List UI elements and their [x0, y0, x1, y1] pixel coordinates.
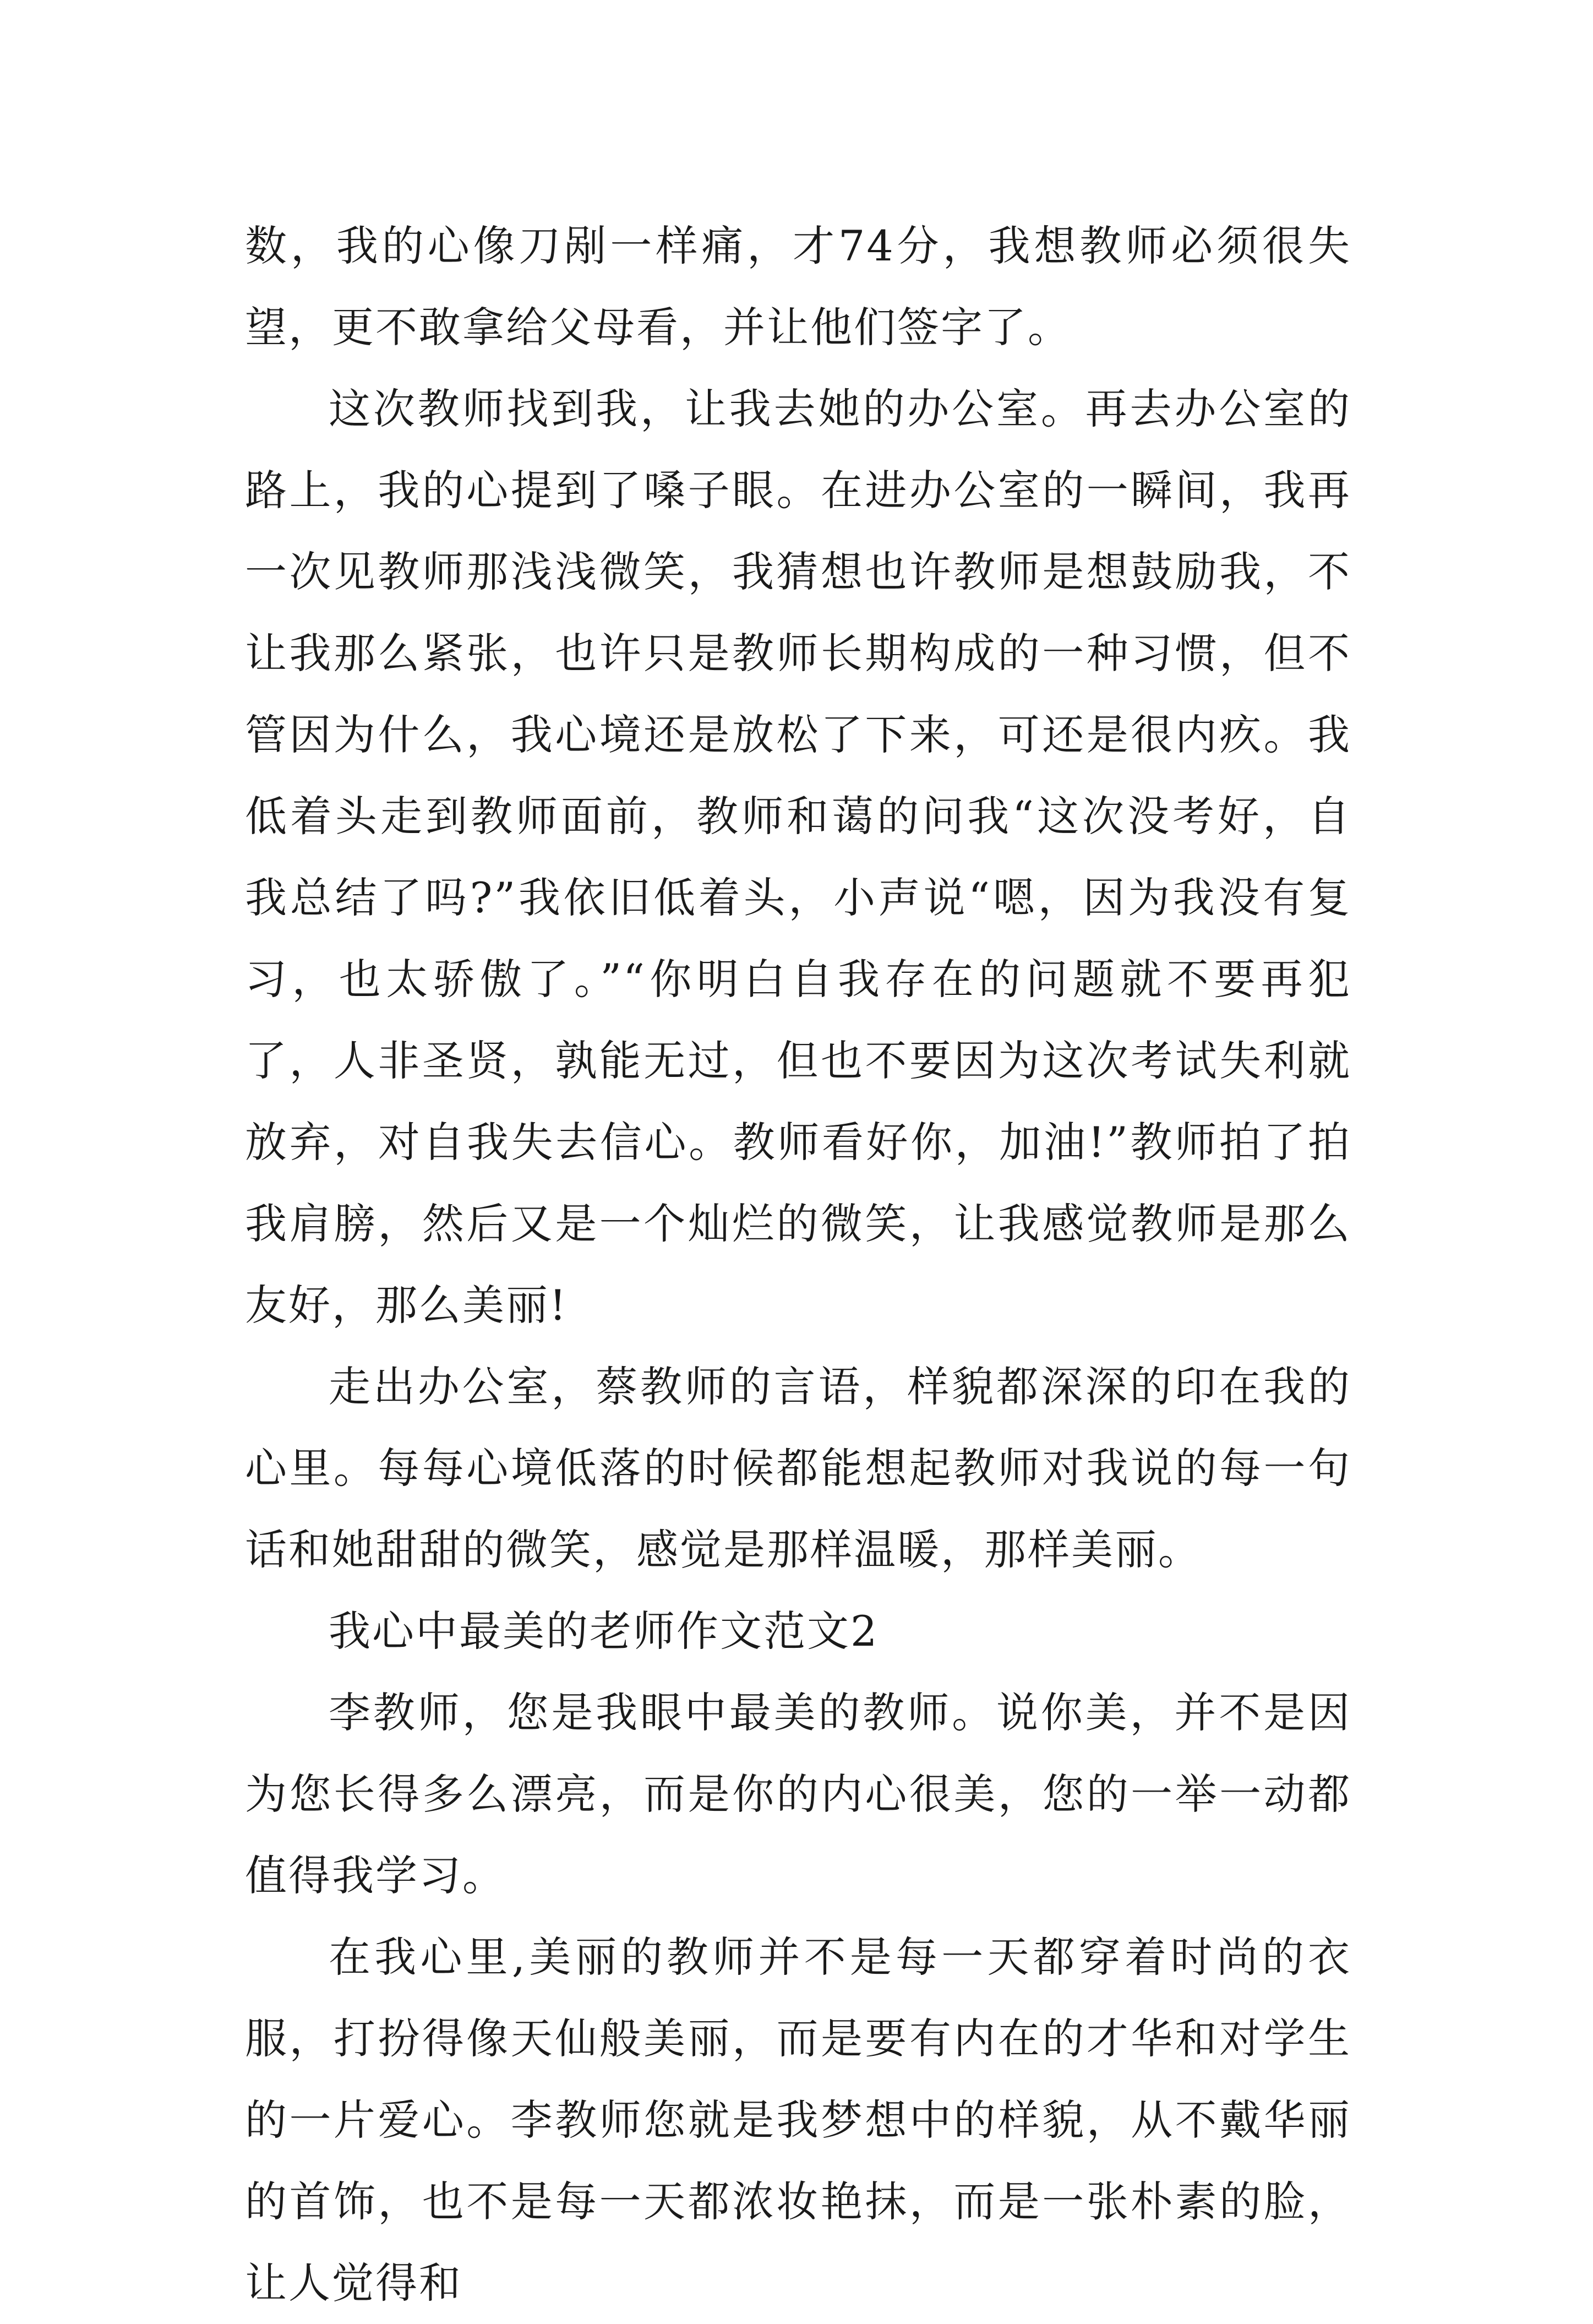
- paragraph-office-visit: 这次教师找到我，让我去她的办公室。再去办公室的路上，我的心提到了嗓子眼。在进办公室的一瞬间，我再一次见教师那浅浅微笑，我猜想也许教师是想鼓励我，不让我那么紧张，也许只是教师长期构成的一种习惯，但不管因为什么，我心境还是放松了下来，可还是很内疚。我低着头走到教师面前，教师和蔼的问我“这次没考好，自我总结了吗?”我依旧低着头，小声说“嗯，因为我没有复习，也太骄傲了。”“你明白自我存在的问题就不要再犯了，人非圣贤，孰能无过，但也不要因为这次考试失利就放弃，对自我失去信心。教师看好你，加油!”教师拍了拍我肩膀，然后又是一个灿烂的微笑，让我感觉教师是那么友好，那么美丽!: [245, 384, 1351, 1330]
- paragraph-leaving-office: 走出办公室，蔡教师的言语，样貌都深深的印在我的心里。每每心境低落的时候都能想起教师对我说的每一句话和她甜甜的微笑，感觉是那样温暖，那样美丽。: [245, 1362, 1351, 1574]
- paragraph-continuation: 数，我的心像刀剐一样痛，才74分，我想教师必须很失望，更不敢拿给父母看，并让他们签字了。: [245, 221, 1351, 352]
- paragraph-teacher-li: 李教师，您是我眼中最美的教师。说你美，并不是因为您长得多么漂亮，而是你的内心很美，您的一举一动都值得我学习。: [245, 1688, 1351, 1900]
- essay-heading: 我心中最美的老师作文范文2: [329, 1607, 879, 1656]
- document-body: [245, 205, 1351, 2324]
- paragraph-beautiful-teacher: 在我心里,美丽的教师并不是每一天都穿着时尚的衣服，打扮得像天仙般美丽，而是要有内在的才华和对学生的一片爱心。李教师您就是我梦想中的样貌，从不戴华丽的首饰，也不是每一天都浓妆艳抹，而是一张朴素的脸，让人觉得和: [245, 1933, 1351, 2307]
